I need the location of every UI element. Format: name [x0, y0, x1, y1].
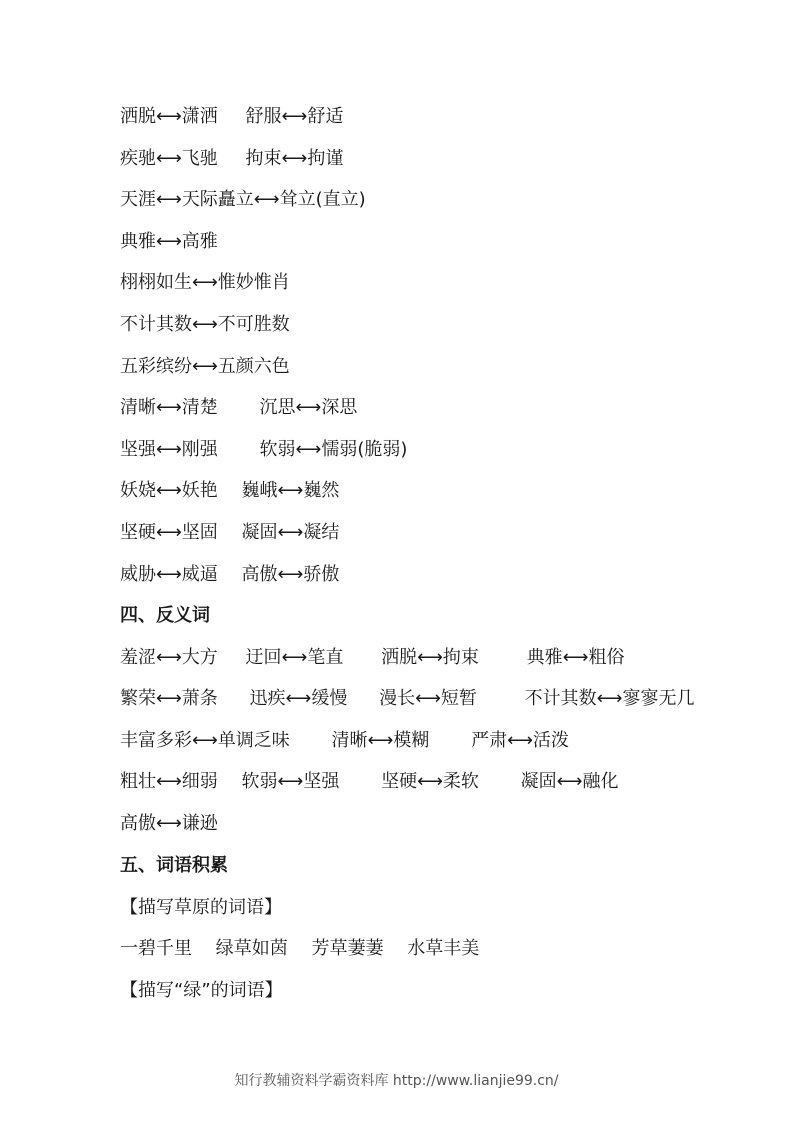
word-pair: 妖娆⟷妖艳 [120, 480, 218, 501]
word-pair: 软弱⟷坚强 [241, 771, 340, 792]
word-pair: 软弱⟷懦弱(脆弱) [259, 439, 408, 460]
antonym-line-2 [120, 687, 694, 711]
synonym-line-4 [120, 230, 218, 254]
word-pair: 沉思⟷深思 [259, 397, 358, 418]
word-pair: 巍峨⟷巍然 [241, 480, 340, 501]
word-pair: 迂回⟷笔直 [245, 647, 344, 668]
word-pair: 典雅⟷粗俗 [526, 647, 625, 668]
synonym-line-1 [120, 105, 343, 129]
phrase: 芳草萋萋 [311, 938, 384, 959]
word-pair: 不计其数⟷寥寥无几 [524, 688, 695, 709]
word-pair: 粗壮⟷细弱 [120, 771, 218, 792]
vocabulary-line-grassland [120, 937, 479, 961]
subheading-text: 【描写草原的词语】 [120, 897, 282, 918]
heading-text: 五、词语积累 [120, 855, 228, 876]
word-pair: 栩栩如生⟷惟妙惟肖 [120, 272, 290, 293]
footer-source: 知行教辅资料学霸资料库 http://www.lianjie99.cn/ [234, 1073, 559, 1089]
word-pair: 坚硬⟷坚固 [120, 522, 218, 543]
word-pair: 高傲⟷骄傲 [241, 564, 340, 585]
antonym-line-1 [120, 646, 624, 670]
antonym-line-5 [120, 812, 218, 836]
synonym-line-10 [120, 479, 339, 503]
word-pair: 凝固⟷凝结 [241, 522, 340, 543]
word-pair: 坚硬⟷柔软 [381, 771, 479, 792]
synonym-line-8 [120, 396, 357, 420]
subheading-grassland [120, 896, 282, 920]
phrase: 一碧千里 [120, 938, 192, 959]
phrase: 水草丰美 [407, 938, 480, 959]
word-pair: 清晰⟷模糊 [331, 730, 430, 751]
synonym-line-5 [120, 271, 290, 295]
synonym-line-6 [120, 313, 290, 337]
word-pair: 典雅⟷高雅 [120, 231, 218, 252]
word-pair: 清晰⟷清楚 [120, 397, 218, 418]
word-pair: 舒服⟷舒适 [245, 106, 344, 127]
section-heading-antonyms [120, 604, 210, 628]
synonym-line-7 [120, 355, 290, 379]
word-pair: 疾驰⟷飞驰 [120, 148, 218, 169]
word-pair: 洒脱⟷拘束 [381, 647, 479, 668]
word-pair: 繁荣⟷萧条 [120, 688, 218, 709]
synonym-line-11 [120, 521, 339, 545]
word-pair: 漫长⟷短暂 [379, 688, 477, 709]
word-pair: 洒脱⟷潇洒 [120, 106, 218, 127]
word-pair: 五彩缤纷⟷五颜六色 [120, 356, 290, 377]
antonym-line-4 [120, 770, 618, 794]
word-pair: 不计其数⟷不可胜数 [120, 314, 290, 335]
word-pair: 天涯⟷天际矗立⟷耸立(直立) [120, 189, 366, 210]
word-pair: 迅疾⟷缓慢 [249, 688, 348, 709]
subheading-green [120, 979, 283, 1003]
word-pair: 坚强⟷刚强 [120, 439, 218, 460]
antonym-line-3 [120, 729, 569, 753]
word-pair: 拘束⟷拘谨 [245, 148, 344, 169]
word-pair: 威胁⟷威逼 [120, 564, 218, 585]
heading-text: 四、反义词 [120, 605, 210, 626]
synonym-line-2 [120, 147, 343, 171]
word-pair: 严肃⟷活泼 [471, 730, 569, 751]
word-pair: 丰富多彩⟷单调乏味 [120, 730, 290, 751]
section-heading-vocabulary [120, 854, 228, 878]
word-pair: 高傲⟷谦逊 [120, 813, 218, 834]
phrase: 绿草如茵 [215, 938, 288, 959]
synonym-line-12 [120, 563, 339, 587]
subheading-text: 【描写“绿”的词语】 [120, 980, 283, 1001]
word-pair: 羞涩⟷大方 [120, 647, 218, 668]
word-pair: 凝固⟷融化 [520, 771, 619, 792]
synonym-line-9 [120, 438, 407, 462]
synonym-line-3 [120, 188, 366, 212]
